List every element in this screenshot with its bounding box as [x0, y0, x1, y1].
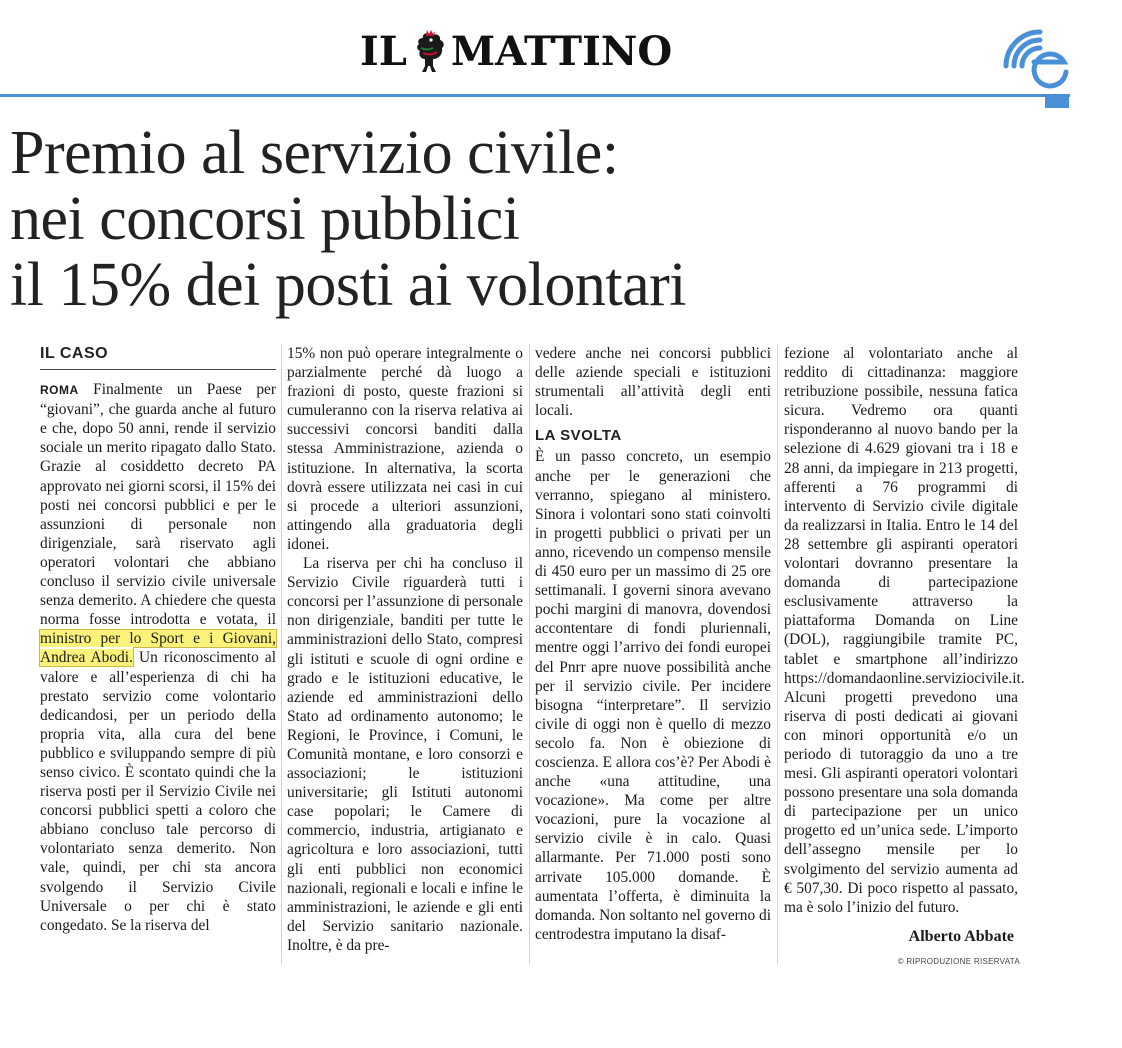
- masthead-rule: [0, 94, 1070, 97]
- article-column-4: [784, 344, 1025, 917]
- article-column-3: [535, 344, 771, 944]
- copyright-notice: © RIPRODUZIONE RISERVATA: [897, 957, 1020, 966]
- headline-line-2: nei concorsi pubblici: [10, 185, 520, 253]
- rooster-icon: [409, 28, 449, 76]
- subheading: LA SVOLTA: [535, 427, 622, 445]
- wifi-e-icon: [1000, 26, 1072, 90]
- byline: Alberto Abbate: [908, 928, 1014, 945]
- article-paragraph: È un passo concreto, un esempio anche per le generazioni che verranno, spiegano al ministero. Sinora i volontari sono stati coinvolti in progetti pubblici o privati per un anno, ricevendo un compenso mensile di 450 euro per un massimo di 25 ore settimanali. I governi sinora avevano pochi margini di manovra, dovendosi accontentare di fondi pluriennali, mentre oggi l’arrivo dei fondi europei del Pnrr apre nuove possibilità anche per il servizio civile. Per incidere bisogna “interpretare”. Il servizio civile di oggi non è quello di mezzo secolo fa. Non è obiezione di coscienza. E allora cos’è? Per Abodi è anche «una attitudine, una vocazione». Ma come per altre vocazioni, pure la vocazione al servizio civile è in calo. Quasi allarmante. Per 71.000 posti sono arrivate 105.000 domande. È aumentata l’offerta, è diminuita la domanda. Non soltanto nel governo di centrodestra imputano la disaf-: [535, 448, 771, 943]
- column-divider: [281, 344, 282, 964]
- article-headline: [10, 120, 1090, 318]
- article-paragraph: La riserva per chi ha concluso il Servizio Civile riguarderà tutti i concorsi per l’assunzione di personale non dirigenziale, banditi per tutte le amministrazioni dello Stato, compresi gli istituti e scuole di ogni ordine e grado e le istituzioni educative, le aziende ed amministrazioni dello Stato ad ordinamento autonomo; le Regioni, le Province, i Comuni, le Comunità montane, e loro consorzi e associazioni; le istituzioni universitarie; gli Istituti autonomi case popolari; le Camere di commercio, industria, artigianato e agricoltura e loro associazioni, tutti gli enti pubblici non economici nazionali, regionali e locali e infine le amministrazioni, le aziende e gli enti del Servizio sanitario nazionale. Inoltre, è da pre-: [287, 555, 523, 954]
- column-divider: [777, 344, 778, 964]
- il-mattino-logo[interactable]: [360, 26, 672, 78]
- column-divider: [529, 344, 530, 964]
- masthead-rule-tab: [1045, 94, 1069, 108]
- paragraph-text: Finalmente un Paese per “giovani”, che guarda anche al futuro e che, dopo 50 anni, rende il servizio sociale un merito ripagato dallo Stato. Grazie al cosiddetto decreto PA approvato nei giorni scorsi, il 15% dei posti nei concorsi pubblici e per le assunzioni di personale non dirigenziale, sarà riservato agli operatori volontari che abbiano concluso il servizio civile universale senza demerito. A chiedere che questa norma fosse introdotta e votata, il: [40, 381, 276, 629]
- section-label: IL CASO: [40, 344, 276, 370]
- headline-line-3: il 15% dei posti ai volontari: [10, 251, 687, 319]
- paragraph-text: Un riconoscimento al valore e all’esperienza di chi ha prestato servizio come volontario dedicandosi, per un periodo della propria vita, alla cura del bene pubblico e sviluppando sempre di più senso civico. È scontato quindi che la riserva posti per il Servizio Civile nei concorsi pubblici spetti a coloro che abbiano concluso tale percorso di volontariato senza demerito. Non vale, quindi, per chi sta ancora svolgendo il Servizio Civile Universale o per chi è stato congedato. Se la riserva del: [40, 649, 276, 934]
- article-paragraph: 15% non può operare integralmente o parzialmente perché dà luogo a frazioni di posto, queste frazioni si cumuleranno con la riserva relativa ai successivi concorsi banditi dalla stessa Amministrazione, azienda o istituzione. In alternativa, la scorta dovrà essere utilizzata nei casi in cui si procede a ulteriori assunzioni, attingendo alla graduatoria degli idonei.: [287, 345, 523, 553]
- highlighted-text: ministro per lo Sport e i Giovani, Andrea Abodi.: [40, 630, 276, 667]
- article-paragraph: vedere anche nei concorsi pubblici delle aziende speciali e istituzioni strumentali all’attività degli enti locali.: [535, 345, 771, 420]
- logo-word-right: MATTINO: [450, 28, 673, 75]
- masthead: [0, 0, 1122, 100]
- headline-line-1: Premio al servizio civile:: [10, 119, 619, 187]
- article-paragraph: fezione al volontariato anche al reddito di cittadinanza: maggiore retribuzione possibile, nessuna fatica sicura. Vedremo ora quanti risponderanno al nuovo bando per la selezione di 4.629 giovani tra i 18 e 28 anni, da impiegare in 213 progetti, afferenti a 76 programmi di intervento di Servizio civile digitale da realizzarsi in Italia. Entro le 14 del 28 settembre gli aspiranti operatori volontari dovranno presentare la domanda di partecipazione esclusivamente attraverso la piattaforma Domanda on Line (DOL), raggiungibile tramite PC, tablet e smartphone all’indirizzo https://domandaonline.serviziocivile.it. Alcuni progetti prevedono una riserva di posti dedicati ai giovani con minori opportunità e/o un periodo di tutoraggio da uno a tre mesi. Gli aspiranti operatori volontari possono presentare una sola domanda di partecipazione per un unico progetto ed un’unica sede. L’importo dell’assegno mensile per lo svolgimento del servizio aumenta ad € 507,30. Di poco rispetto al passato, ma è solo l’inizio del futuro.: [784, 345, 1025, 916]
- article-paragraph: [40, 380, 276, 935]
- article-column-1: [40, 344, 276, 935]
- logo-word-left: IL: [360, 28, 407, 75]
- dateline: ROMA: [40, 383, 79, 398]
- article-column-2: [287, 344, 523, 955]
